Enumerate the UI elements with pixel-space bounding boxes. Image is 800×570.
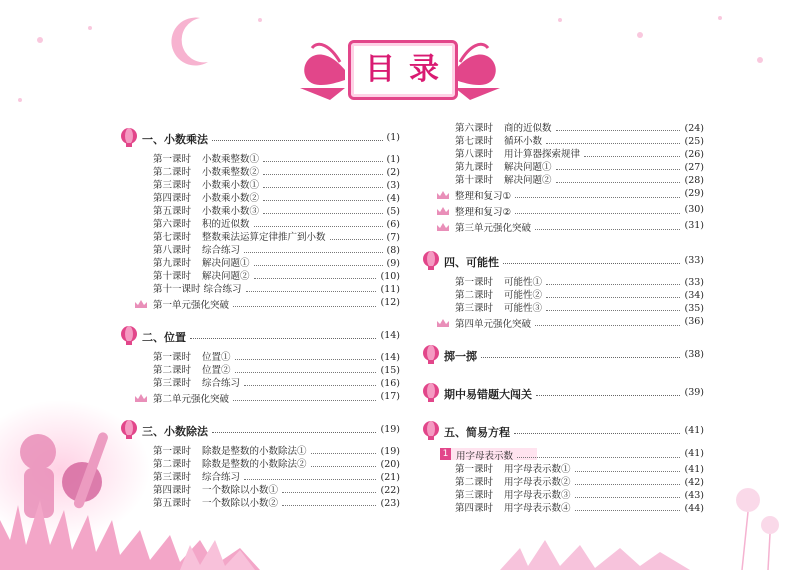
moon-icon: [171, 18, 208, 66]
topic-label: 位置②: [202, 365, 231, 376]
lesson-label: 第三课时: [153, 180, 192, 191]
toc-row[interactable]: [118, 377, 400, 390]
lesson-label: 第九课时: [153, 258, 192, 269]
toc-row[interactable]: [420, 463, 704, 476]
dot-leader: [233, 400, 376, 401]
subsection-title: 用字母表示数: [456, 451, 514, 462]
balloon-icon: [120, 326, 138, 346]
topic-label: 除数是整数的小数除法①: [202, 446, 307, 457]
page-number: (33): [684, 277, 704, 288]
dot-leader: [515, 213, 680, 214]
dot-leader: [556, 130, 680, 131]
dot-leader: [235, 359, 376, 360]
page-number: (31): [684, 220, 704, 231]
page-number: (38): [684, 349, 704, 360]
dot-leader: [575, 497, 680, 498]
toc-row[interactable]: [420, 302, 704, 315]
topic-label: 商的近似数: [504, 123, 552, 134]
topic-label: 可能性①: [504, 277, 543, 288]
dot-leader: [535, 229, 680, 230]
toc-row[interactable]: [420, 502, 704, 515]
lesson-label: 第四课时: [153, 485, 192, 496]
subsection-box-row[interactable]: [420, 447, 704, 463]
topic-label: 一个数除以小数②: [202, 498, 279, 509]
toc-row[interactable]: [118, 244, 400, 257]
toc-row[interactable]: [118, 445, 400, 458]
page-number: (39): [684, 387, 704, 398]
balloon-icon: [422, 383, 440, 403]
crown-icon: [436, 222, 450, 232]
toc-row[interactable]: [420, 161, 704, 174]
topic-label: 除数是整数的小数除法②: [202, 459, 307, 470]
dot-leader: [263, 161, 383, 162]
section-title: 一、小数乘法: [142, 133, 208, 146]
section-heading[interactable]: [420, 345, 704, 367]
ornament-right: [455, 44, 500, 100]
lesson-label: 第三课时: [455, 303, 494, 314]
section-heading[interactable]: [118, 420, 400, 442]
page-number: (20): [380, 459, 400, 470]
topic-label: 用字母表示数①: [504, 464, 571, 475]
topic-label: 一个数除以小数①: [202, 485, 279, 496]
subsection-title: 整理和复习②: [455, 207, 512, 218]
page-number: (22): [380, 485, 400, 496]
lesson-label: 第三课时: [153, 472, 192, 483]
page-title: 目录: [365, 52, 453, 87]
topic-label: 小数乘小数③: [202, 206, 260, 217]
dot-leader: [556, 182, 680, 183]
toc-row[interactable]: [118, 166, 400, 179]
topic-label: 小数乘小数②: [202, 193, 260, 204]
subsection-title: 第二单元强化突破: [153, 394, 230, 405]
subsection-title: 第一单元强化突破: [153, 300, 230, 311]
section-heading[interactable]: [118, 326, 400, 348]
dot-leader: [575, 510, 680, 511]
page-number: (27): [684, 162, 704, 173]
dot-leader: [263, 174, 383, 175]
page-number: (14): [380, 352, 400, 363]
dot-leader: [311, 453, 376, 454]
dot-leader: [517, 457, 680, 458]
toc-row[interactable]: [118, 205, 400, 218]
title-banner: [348, 40, 458, 100]
page-number: (41): [684, 464, 704, 475]
dot-leader: [546, 310, 680, 311]
page-number: (10): [380, 271, 400, 282]
page-number: (25): [684, 136, 704, 147]
section-heading[interactable]: [420, 251, 704, 273]
dot-leader: [282, 505, 376, 506]
page-number: (21): [380, 472, 400, 483]
page-number: (2): [386, 167, 400, 178]
topic-label: 综合练习: [202, 472, 241, 483]
lesson-label: 第七课时: [153, 232, 192, 243]
page-number: (29): [684, 188, 704, 199]
lesson-label: 第十课时: [153, 271, 192, 282]
lesson-label: 第五课时: [153, 498, 192, 509]
subsection-row[interactable]: [420, 187, 704, 203]
lesson-label: 第四课时: [153, 193, 192, 204]
page-number: (36): [684, 316, 704, 327]
toc-row[interactable]: [118, 351, 400, 364]
ornament-left: [300, 44, 345, 100]
topic-label: 综合练习: [202, 245, 241, 256]
crown-icon: [436, 190, 450, 200]
page-number: (14): [380, 330, 400, 341]
page-number: (33): [684, 255, 704, 266]
toc-row[interactable]: [420, 122, 704, 135]
dot-leader: [282, 492, 376, 493]
crown-icon: [134, 299, 148, 309]
topic-label: 用字母表示数②: [504, 477, 571, 488]
subsection-row[interactable]: [420, 315, 704, 331]
page-number: (4): [386, 193, 400, 204]
page-number: (35): [684, 303, 704, 314]
dot-leader: [244, 385, 376, 386]
section-title: 五、简易方程: [444, 426, 510, 439]
toc-row[interactable]: [118, 458, 400, 471]
dot-leader: [536, 395, 680, 396]
lesson-label: 第四课时: [455, 503, 494, 514]
lesson-label: 第六课时: [153, 219, 192, 230]
section-heading[interactable]: [420, 383, 704, 405]
page-number: (1): [386, 132, 400, 143]
toc-row[interactable]: [420, 135, 704, 148]
topic-label: 综合练习: [202, 378, 241, 389]
crown-icon: [436, 206, 450, 216]
page-number: (44): [684, 503, 704, 514]
lesson-label: 第二课时: [455, 290, 494, 301]
page-number: (12): [380, 297, 400, 308]
lesson-label: 第二课时: [455, 477, 494, 488]
dot-leader: [584, 156, 680, 157]
topic-label: 用字母表示数④: [504, 503, 571, 514]
page-number: (19): [380, 424, 400, 435]
page-number: (42): [684, 477, 704, 488]
lesson-label: 第二课时: [153, 459, 192, 470]
balloon-icon: [422, 421, 440, 441]
balloon-icon: [422, 345, 440, 365]
page-number: (19): [380, 446, 400, 457]
dot-leader: [263, 213, 383, 214]
crown-icon: [436, 318, 450, 328]
subsection-title: 整理和复习①: [455, 191, 512, 202]
topic-label: 小数乘小数①: [202, 180, 260, 191]
subsection-row[interactable]: [118, 296, 400, 312]
topic-label: 小数乘整数②: [202, 167, 260, 178]
dot-leader: [514, 433, 680, 434]
dot-leader: [263, 187, 383, 188]
dot-leader: [556, 169, 680, 170]
balloon-icon: [120, 420, 138, 440]
section-heading[interactable]: [420, 421, 704, 443]
lesson-label: 第二课时: [153, 167, 192, 178]
topic-label: 用字母表示数③: [504, 490, 571, 501]
lesson-label: 第十课时: [455, 175, 494, 186]
toc-row[interactable]: [420, 148, 704, 161]
toc-row[interactable]: [118, 484, 400, 497]
toc-row[interactable]: [118, 283, 400, 296]
page-number: (28): [684, 175, 704, 186]
dot-leader: [212, 140, 383, 141]
toc-row[interactable]: [118, 192, 400, 205]
dot-leader: [503, 263, 680, 264]
dot-leader: [233, 306, 376, 307]
toc-row[interactable]: [420, 489, 704, 502]
page-number: (7): [386, 232, 400, 243]
section-title: 期中易错题大闯关: [444, 388, 532, 401]
page-number: (9): [386, 258, 400, 269]
lesson-label: 第三课时: [455, 490, 494, 501]
dot-leader: [263, 200, 383, 201]
page-number: (1): [386, 154, 400, 165]
page-number: (8): [386, 245, 400, 256]
lesson-label: 第一课时: [455, 277, 494, 288]
subsection-row[interactable]: [420, 203, 704, 219]
toc-left-column: [118, 122, 400, 510]
dot-leader: [235, 372, 376, 373]
topic-label: 积的近似数: [202, 219, 250, 230]
page-number: (23): [380, 498, 400, 509]
toc-row[interactable]: [420, 174, 704, 187]
subsection-row[interactable]: [118, 390, 400, 406]
lesson-label: 第八课时: [153, 245, 192, 256]
toc-row[interactable]: [118, 179, 400, 192]
dot-leader: [244, 252, 383, 253]
section-title: 掷一掷: [444, 350, 477, 363]
page-number: (43): [684, 490, 704, 501]
lesson-label: 第一课时: [153, 154, 192, 165]
page-number: (24): [684, 123, 704, 134]
page-number: (17): [380, 391, 400, 402]
subsection-title: 第三单元强化突破: [455, 223, 532, 234]
dot-leader: [330, 239, 383, 240]
lesson-label: 第七课时: [455, 136, 494, 147]
topic-label: 解决问题①: [504, 162, 552, 173]
dot-leader: [190, 338, 376, 339]
dot-leader: [246, 291, 376, 292]
subsection-row[interactable]: [420, 219, 704, 235]
topic-label: 解决问题①: [202, 258, 250, 269]
dot-leader: [575, 484, 680, 485]
crown-icon: [134, 393, 148, 403]
toc-row[interactable]: [118, 471, 400, 484]
dot-leader: [254, 226, 383, 227]
toc-row[interactable]: [118, 257, 400, 270]
toc-row[interactable]: [420, 476, 704, 489]
toc-row[interactable]: [420, 289, 704, 302]
dot-leader: [546, 284, 680, 285]
page-number: (3): [386, 180, 400, 191]
toc-row[interactable]: [420, 276, 704, 289]
topic-label: 用计算器探索规律: [504, 149, 581, 160]
lesson-label: 第八课时: [455, 149, 494, 160]
lesson-label: 第二课时: [153, 365, 192, 376]
topic-label: 可能性②: [504, 290, 543, 301]
dot-leader: [546, 297, 680, 298]
topic-label: 解决问题②: [504, 175, 552, 186]
topic-label: 循环小数: [504, 136, 543, 147]
page-number: (16): [380, 378, 400, 389]
number-mark: 1: [440, 448, 451, 460]
toc-row[interactable]: [118, 270, 400, 283]
toc-row[interactable]: [118, 497, 400, 510]
dot-leader: [481, 357, 680, 358]
lesson-label: 第十一课时 综合练习: [153, 284, 242, 295]
page-number: (11): [380, 284, 400, 295]
page-number: (26): [684, 149, 704, 160]
lesson-label: 第五课时: [153, 206, 192, 217]
dot-leader: [212, 432, 376, 433]
lesson-label: 第三课时: [153, 378, 192, 389]
section-title: 二、位置: [142, 331, 186, 344]
section-heading[interactable]: [118, 128, 400, 150]
dot-leader: [244, 479, 376, 480]
subsection-title: 第四单元强化突破: [455, 319, 532, 330]
section-title: 四、可能性: [444, 256, 499, 269]
page-number: (41): [684, 425, 704, 436]
lesson-label: 第六课时: [455, 123, 494, 134]
lesson-label: 第九课时: [455, 162, 494, 173]
lesson-label: 第一课时: [455, 464, 494, 475]
dot-leader: [311, 466, 376, 467]
dot-leader: [515, 197, 680, 198]
page-number: (30): [684, 204, 704, 215]
page-number: (34): [684, 290, 704, 301]
topic-label: 位置①: [202, 352, 231, 363]
dot-leader: [535, 325, 680, 326]
balloon-icon: [120, 128, 138, 148]
topic-label: 可能性③: [504, 303, 543, 314]
toc-row[interactable]: [118, 231, 400, 244]
toc-right-column: [420, 122, 704, 515]
page-number: (6): [386, 219, 400, 230]
section-title: 三、小数除法: [142, 425, 208, 438]
toc-row[interactable]: [118, 364, 400, 377]
dot-leader: [254, 265, 383, 266]
lesson-label: 第一课时: [153, 352, 192, 363]
toc-row[interactable]: [118, 218, 400, 231]
page-number: (41): [684, 448, 704, 459]
balloon-icon: [422, 251, 440, 271]
dot-leader: [254, 278, 376, 279]
page-number: (5): [386, 206, 400, 217]
dot-leader: [575, 471, 680, 472]
lesson-label: 第一课时: [153, 446, 192, 457]
toc-row[interactable]: [118, 153, 400, 166]
topic-label: 小数乘整数①: [202, 154, 260, 165]
topic-label: 解决问题②: [202, 271, 250, 282]
topic-label: 整数乘法运算定律推广到小数: [202, 232, 326, 243]
page-number: (15): [380, 365, 400, 376]
dot-leader: [546, 143, 680, 144]
